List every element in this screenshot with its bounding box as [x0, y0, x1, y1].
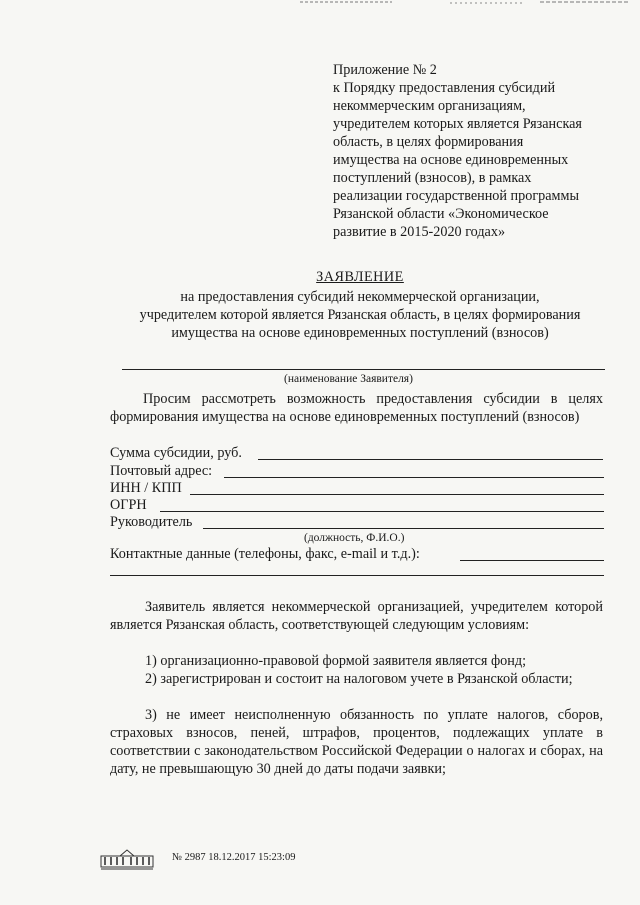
postal-address-line[interactable]	[224, 477, 604, 478]
subsidy-sum-line[interactable]	[258, 459, 603, 460]
scan-edge-noise	[0, 0, 640, 8]
request-text: Просим рассмотреть возможность предоставления субсидии в целях формирования имущества на основе единовременных поступлений (взносов)	[110, 391, 603, 425]
condition-item-text: 2) зарегистрирован и состоит на налоговом учете в Рязанской области;	[145, 671, 573, 687]
appendix-line: имущества на основе единовременных	[333, 152, 569, 168]
appendix-line: некоммерческим организациям,	[333, 98, 526, 114]
applicant-name-caption: (наименование Заявителя)	[284, 373, 413, 385]
appendix-line: реализации государственной программы	[333, 188, 580, 204]
request-paragraph	[110, 390, 603, 426]
appendix-line: развитие в 2015-2020 годах»	[333, 224, 506, 240]
document-title: ЗАЯВЛЕНИЕ	[316, 269, 404, 285]
conditions-intro	[110, 598, 603, 634]
conditions-intro-text: Заявитель является некоммерческой организацией, учредителем которой является Рязанская область, соответствующей следующим условиям:	[110, 599, 603, 633]
government-building-logo	[100, 849, 154, 871]
condition-item	[110, 652, 603, 670]
contacts-label: Контактные данные (телефоны, факс, e-mail и т.д.):	[110, 546, 420, 562]
appendix-line: поступлений (взносов), в рамках	[333, 170, 532, 186]
director-line[interactable]	[203, 528, 604, 529]
appendix-line: Приложение № 2	[333, 62, 437, 78]
contacts-line[interactable]	[460, 560, 604, 561]
applicant-name-line	[122, 369, 605, 370]
appendix-line: область, в целях формирования	[333, 134, 524, 150]
condition-item-text: 3) не имеет неисполненную обязанность по уплате налогов, сборов, страховых взносов, пеней, штрафов, процентов, подлежащих уплате в соответствии с законодательством Российской Федерации о налогах и сборах, на дату, не превышающую 30 дней до даты подачи заявки;	[110, 707, 603, 777]
document-subtitle-line: имущества на основе единовременных поступлений (взносов)	[171, 325, 549, 341]
appendix-line: Рязанской области «Экономическое	[333, 206, 549, 222]
document-subtitle-line: на предоставления субсидий некоммерческой организации,	[180, 289, 540, 305]
director-label: Руководитель	[110, 514, 193, 530]
inn-kpp-label: ИНН / КПП	[110, 480, 182, 496]
ogrn-line[interactable]	[160, 511, 604, 512]
condition-item-text: 1) организационно-правовой формой заявителя является фонд;	[145, 653, 527, 669]
director-caption: (должность, Ф.И.О.)	[304, 532, 405, 544]
appendix-line: к Порядку предоставления субсидий	[333, 80, 556, 96]
appendix-line: учредителем которых является Рязанская	[333, 116, 582, 132]
condition-item	[110, 706, 603, 778]
contacts-line-extra[interactable]	[110, 575, 604, 576]
registration-number: № 2987 18.12.2017 15:23:09	[172, 852, 296, 863]
document-subtitle-line: учредителем которой является Рязанская область, в целях формирования	[139, 307, 581, 323]
inn-kpp-line[interactable]	[190, 494, 604, 495]
condition-item	[110, 670, 603, 688]
ogrn-label: ОГРН	[110, 497, 147, 513]
subsidy-sum-label: Сумма субсидии, руб.	[110, 445, 242, 461]
postal-address-label: Почтовый адрес:	[110, 463, 213, 479]
appendix-block	[333, 61, 623, 241]
